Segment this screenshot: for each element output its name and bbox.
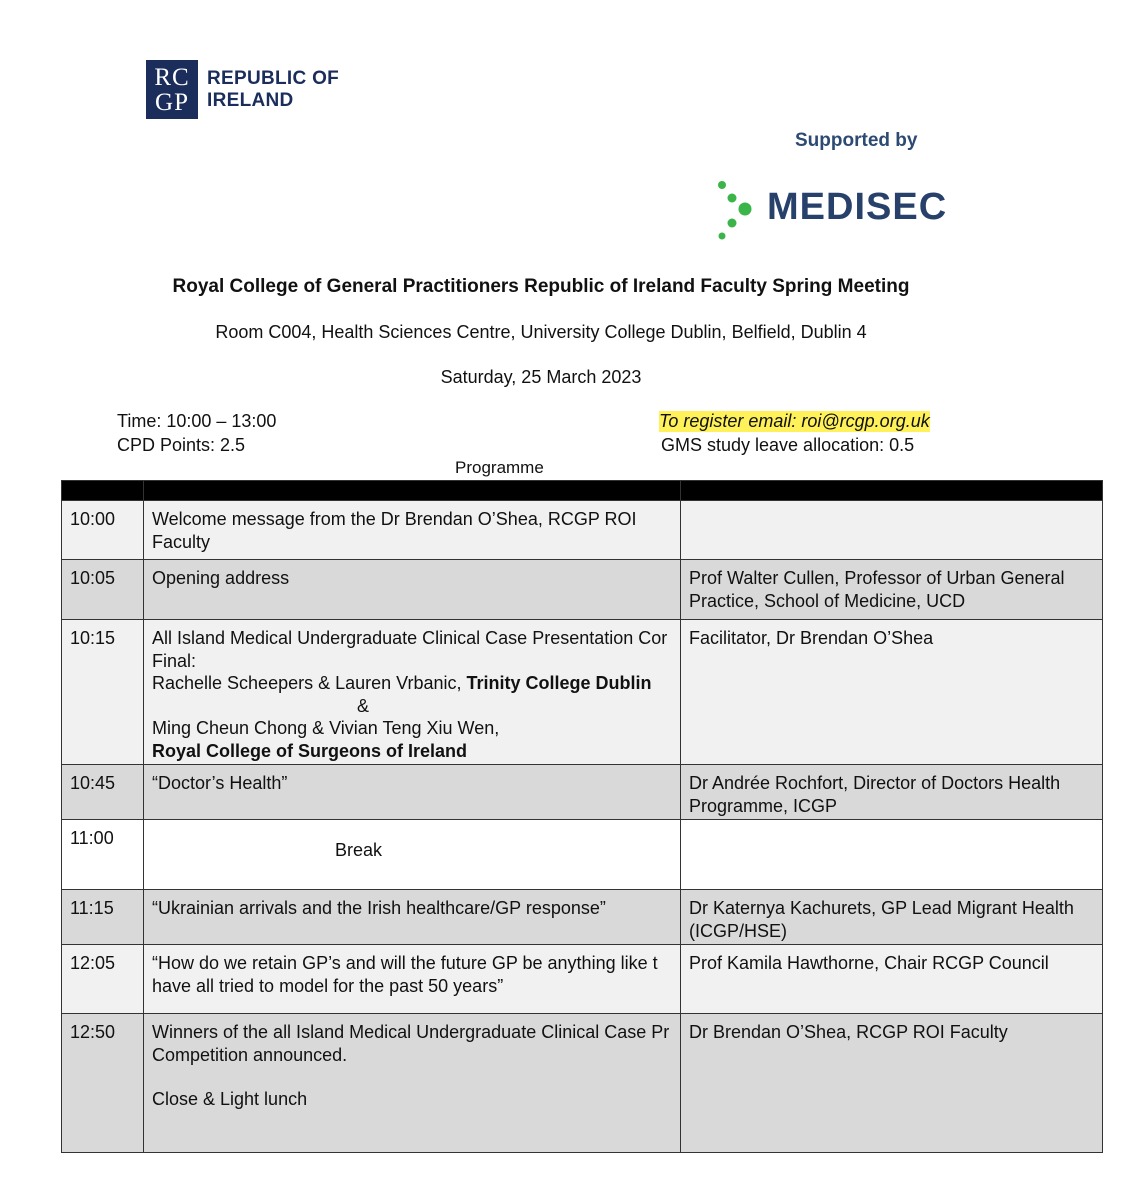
finalists-line bbox=[152, 672, 672, 695]
desc-line: have all tried to model for the past 50 years” bbox=[152, 975, 504, 996]
desc-cell bbox=[144, 820, 681, 890]
rcgp-logo-mark bbox=[146, 60, 198, 119]
desc-line: “How do we retain GP’s and will the future GP be anything like t bbox=[152, 953, 658, 973]
time-cell: 12:50 bbox=[62, 1014, 144, 1153]
table-row bbox=[62, 620, 1103, 765]
speaker-line: Dr Katernya Kachurets, GP Lead Migrant Health bbox=[689, 898, 1074, 918]
speaker-line: Dr Andrée Rochfort, Director of Doctors Health bbox=[689, 773, 1061, 793]
break-label: Break bbox=[335, 840, 383, 860]
speaker-line: (ICGP/HSE) bbox=[689, 920, 788, 941]
desc-line: Winners of the all Island Medical Undergraduate Clinical Case Pr bbox=[152, 1022, 670, 1042]
medisec-logo bbox=[715, 178, 970, 244]
time-cell: 11:00 bbox=[62, 820, 144, 890]
desc-cell: Opening address bbox=[144, 560, 681, 620]
table-row bbox=[62, 765, 1103, 820]
desc-cell: “Ukrainian arrivals and the Irish healthcare/GP response” bbox=[144, 890, 681, 945]
time-cell: 11:15 bbox=[62, 890, 144, 945]
event-date: Saturday, 25 March 2023 bbox=[440, 367, 642, 387]
page-title: Royal College of General Practitioners Republic of Ireland Faculty Spring Meeting bbox=[172, 276, 910, 297]
register-email-link[interactable]: To register email: roi@rcgp.org.uk bbox=[659, 411, 930, 431]
table-row bbox=[62, 945, 1103, 1014]
speaker-cell bbox=[681, 820, 1103, 890]
programme-label: Programme bbox=[455, 458, 544, 477]
table-row bbox=[62, 560, 1103, 620]
logo-line2: GP bbox=[155, 88, 189, 116]
venue: Room C004, Health Sciences Centre, University College Dublin, Belfield, Dublin 4 bbox=[215, 322, 867, 342]
table-header-row bbox=[62, 481, 1103, 501]
speaker-cell: Prof Kamila Hawthorne, Chair RCGP Council bbox=[681, 945, 1103, 1014]
time-cell: 10:15 bbox=[62, 620, 144, 765]
desc-line: Competition announced. bbox=[152, 1044, 348, 1065]
desc-cell bbox=[144, 501, 681, 560]
event-time: Time: 10:00 – 13:00 bbox=[117, 411, 277, 431]
programme-table bbox=[61, 480, 1103, 1153]
ampersand: & bbox=[357, 695, 370, 716]
time-cell: 12:05 bbox=[62, 945, 144, 1014]
speaker-cell bbox=[681, 501, 1103, 560]
logo-line1: RC bbox=[154, 63, 190, 91]
cpd-points: CPD Points: 2.5 bbox=[117, 435, 246, 455]
desc-line: Final: bbox=[152, 650, 197, 671]
time-cell: 10:45 bbox=[62, 765, 144, 820]
speaker-cell bbox=[681, 560, 1103, 620]
table-row bbox=[62, 501, 1103, 560]
team-names: Rachelle Scheepers & Lauren Vrbanic, bbox=[152, 673, 467, 693]
desc-line: All Island Medical Undergraduate Clinical Case Presentation Cor bbox=[152, 628, 668, 648]
desc-cell: “Doctor’s Health” bbox=[144, 765, 681, 820]
desc-line: Welcome message from the Dr Brendan O’Shea, RCGP ROI bbox=[152, 509, 637, 529]
supported-by-label: Supported by bbox=[795, 130, 918, 151]
desc-line: Faculty bbox=[152, 531, 211, 552]
college-name: Trinity College Dublin bbox=[466, 673, 652, 693]
desc-cell bbox=[144, 620, 681, 765]
desc-cell bbox=[144, 945, 681, 1014]
speaker-cell bbox=[681, 765, 1103, 820]
header-cell bbox=[144, 481, 681, 501]
speaker-cell: Dr Brendan O’Shea, RCGP ROI Faculty bbox=[681, 1014, 1103, 1153]
speaker-line: Practice, School of Medicine, UCD bbox=[689, 590, 966, 611]
rcgp-logo bbox=[146, 60, 339, 119]
molecule-dots-icon bbox=[715, 178, 767, 244]
time-cell: 10:05 bbox=[62, 560, 144, 620]
sponsor-name: MEDISEC bbox=[767, 186, 948, 228]
gms-allocation: GMS study leave allocation: 0.5 bbox=[661, 435, 915, 455]
team-names: Ming Cheun Chong & Vivian Teng Xiu Wen, bbox=[152, 718, 500, 738]
table-row bbox=[62, 1014, 1103, 1153]
logo-org-line1: REPUBLIC OF bbox=[207, 67, 340, 89]
header-cell bbox=[681, 481, 1103, 501]
table-row bbox=[62, 820, 1103, 890]
desc-cell bbox=[144, 1014, 681, 1153]
time-cell: 10:00 bbox=[62, 501, 144, 560]
speaker-line: Programme, ICGP bbox=[689, 795, 838, 816]
logo-org-line2: IRELAND bbox=[207, 89, 294, 111]
desc-line: Close & Light lunch bbox=[152, 1089, 308, 1109]
speaker-line: Prof Walter Cullen, Professor of Urban General bbox=[689, 568, 1065, 588]
college-name: Royal College of Surgeons of Ireland bbox=[152, 740, 468, 761]
rcgp-logo-text bbox=[207, 68, 339, 112]
speaker-cell: Facilitator, Dr Brendan O’Shea bbox=[681, 620, 1103, 765]
table-row bbox=[62, 890, 1103, 945]
speaker-cell bbox=[681, 890, 1103, 945]
header-cell bbox=[62, 481, 144, 501]
